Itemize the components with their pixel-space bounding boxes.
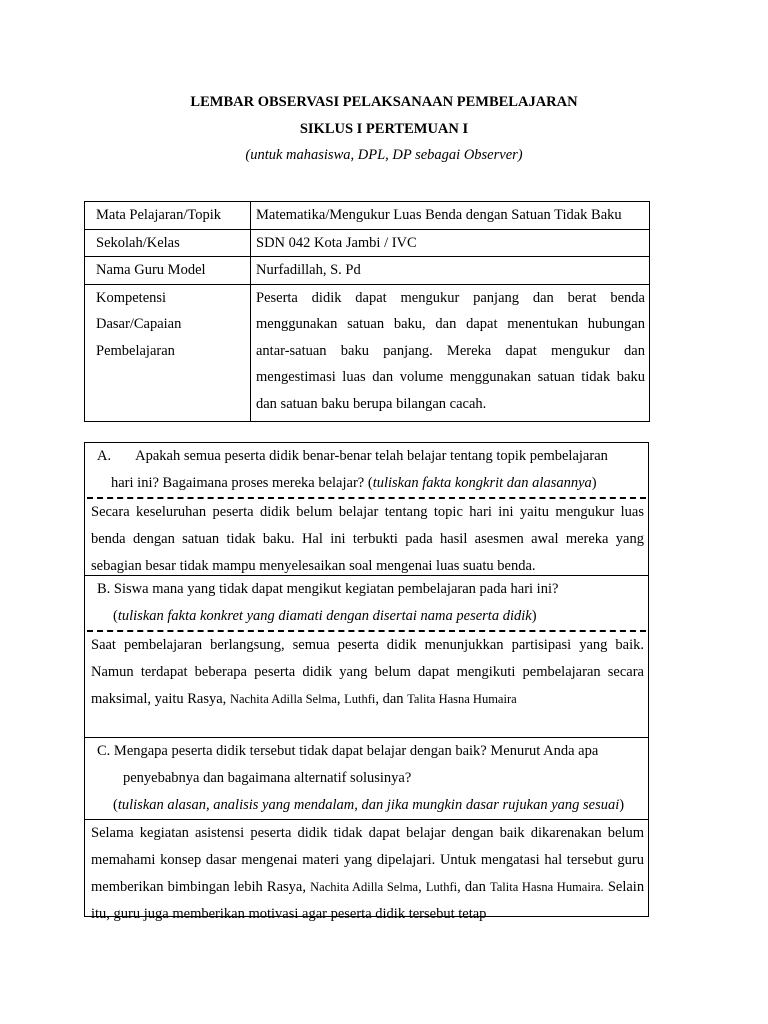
kompetensi-label xyxy=(85,284,251,422)
lesson-info-table xyxy=(84,201,650,422)
section-c-close: ) xyxy=(619,797,625,813)
section-b-hint: tuliskan fakta konkret yang diamati dengan disertai nama peserta didik xyxy=(117,608,532,624)
section-c-box xyxy=(84,737,649,922)
section-b-question xyxy=(85,576,648,630)
document-subtitle-cycle: SIKLUS I PERTEMUAN I xyxy=(299,121,469,137)
row-label: Nama Guru Model xyxy=(85,257,251,285)
section-c-question xyxy=(85,738,648,819)
row-label: Mata Pelajaran/Topik xyxy=(85,202,251,230)
student-name: Talita Hasna Humaira. xyxy=(490,880,604,894)
table-row xyxy=(85,284,650,422)
kompetensi-label-line: Kompetensi xyxy=(96,289,167,306)
table-row xyxy=(85,257,650,285)
document-title: LEMBAR OBSERVASI PELAKSANAAN PEMBELAJARAN xyxy=(190,94,578,110)
observer-note: (untuk mahasiswa, DPL, DP sebagai Observer) xyxy=(245,147,523,163)
section-c-question-line: C. Mengapa peserta didik tersebut tidak dapat belajar dengan baik? Menurut Anda apa xyxy=(97,743,599,759)
row-value: SDN 042 Kota Jambi / IVC xyxy=(251,229,650,257)
separator-text: , xyxy=(336,691,341,707)
section-b-answer-text: Saat pembelajaran berlangsung, semua peserta didik menunjukkan partisipasi yang baik. Namun terdapat beberapa peserta didik yang belum dapat mengikuti pembelajaran secara maksimal, yaitu Rasya, xyxy=(91,637,644,707)
section-b-question-line: B. Siswa mana yang tidak dapat mengikut kegiatan pembelajaran pada hari ini? xyxy=(97,581,559,597)
section-a-question-line xyxy=(97,470,642,497)
section-b-answer xyxy=(85,632,648,713)
row-value: Nurfadillah, S. Pd xyxy=(251,257,650,285)
section-a-marker: A. xyxy=(97,448,112,464)
student-name: Nachita Adilla Selma xyxy=(229,692,337,706)
section-a-hint: tuliskan fakta kongkrit dan alasannya xyxy=(372,475,592,491)
section-b-question-line xyxy=(97,603,642,630)
section-c-answer-text: Selain itu, guru juga memberikan motivasi agar peserta didik tersebut tetap xyxy=(91,879,645,922)
table-row xyxy=(85,202,650,230)
section-a-question-text: hari ini? Bagaimana proses mereka belajar? ( xyxy=(111,475,373,491)
section-c-question-line xyxy=(97,792,642,819)
section-c-hint: tuliskan alasan, analisis yang mendalam, dan jika mungkin dasar rujukan yang sesuai xyxy=(117,797,620,813)
table-row xyxy=(85,229,650,257)
student-name: Talita Hasna Humaira xyxy=(407,692,517,706)
row-value: Matematika/Mengukur Luas Benda dengan Satuan Tidak Baku xyxy=(251,202,650,230)
kompetensi-label-line: Dasar/Capaian xyxy=(96,316,182,332)
section-c-answer-text: Selama kegiatan asistensi peserta didik tidak dapat belajar dengan baik dikarenakan belum memahami konsep dasar mengenai materi yang dipelajari. Untuk mengatasi hal tersebut guru memberikan bimbingan lebih Rasya, xyxy=(91,825,644,895)
section-a-answer: Secara keseluruhan peserta didik belum belajar tentang topic hari ini yaitu mengukur luas benda dengan satuan tidak baku. Hal ini terbukti pada hasil asesmen awal mereka yang sebagian besar tidak mampu menyelesaikan soal mengenai luas suatu benda. xyxy=(91,504,644,574)
row-label: Sekolah/Kelas xyxy=(85,229,251,257)
section-b-open: ( xyxy=(113,608,118,624)
student-name: Luthfi xyxy=(425,880,458,894)
kompetensi-label-line: Pembelajaran xyxy=(96,342,175,359)
student-name: Nachita Adilla Selma xyxy=(310,880,419,894)
separator-text: , dan xyxy=(375,691,404,707)
separator-text: , xyxy=(418,879,422,895)
section-b-close: ) xyxy=(531,608,537,624)
separator-text: , dan xyxy=(457,879,486,895)
section-a-question-line xyxy=(97,443,642,470)
section-a-question-text: Apakah semua peserta didik benar-benar telah belajar tentang topik pembelajaran xyxy=(135,448,608,464)
section-c-answer xyxy=(85,820,648,928)
student-name: Luthfi xyxy=(344,692,376,706)
kompetensi-value: Peserta didik dapat mengukur panjang dan berat benda menggunakan satuan baku, dan dapat menentukan hubungan antar-satuan baku panjang. Mereka dapat mengukur dan mengestimasi luas dan volume menggunakan satuan tidak baku dan satuan baku berupa bilangan cacah. xyxy=(251,284,650,422)
section-c-open: ( xyxy=(113,797,118,813)
section-b-box xyxy=(84,575,649,738)
section-a-question xyxy=(85,443,648,497)
section-a-close: ) xyxy=(591,475,597,491)
section-a-box xyxy=(84,442,649,576)
section-c-question-line: penyebabnya dan bagaimana alternatif solusinya? xyxy=(123,770,412,786)
